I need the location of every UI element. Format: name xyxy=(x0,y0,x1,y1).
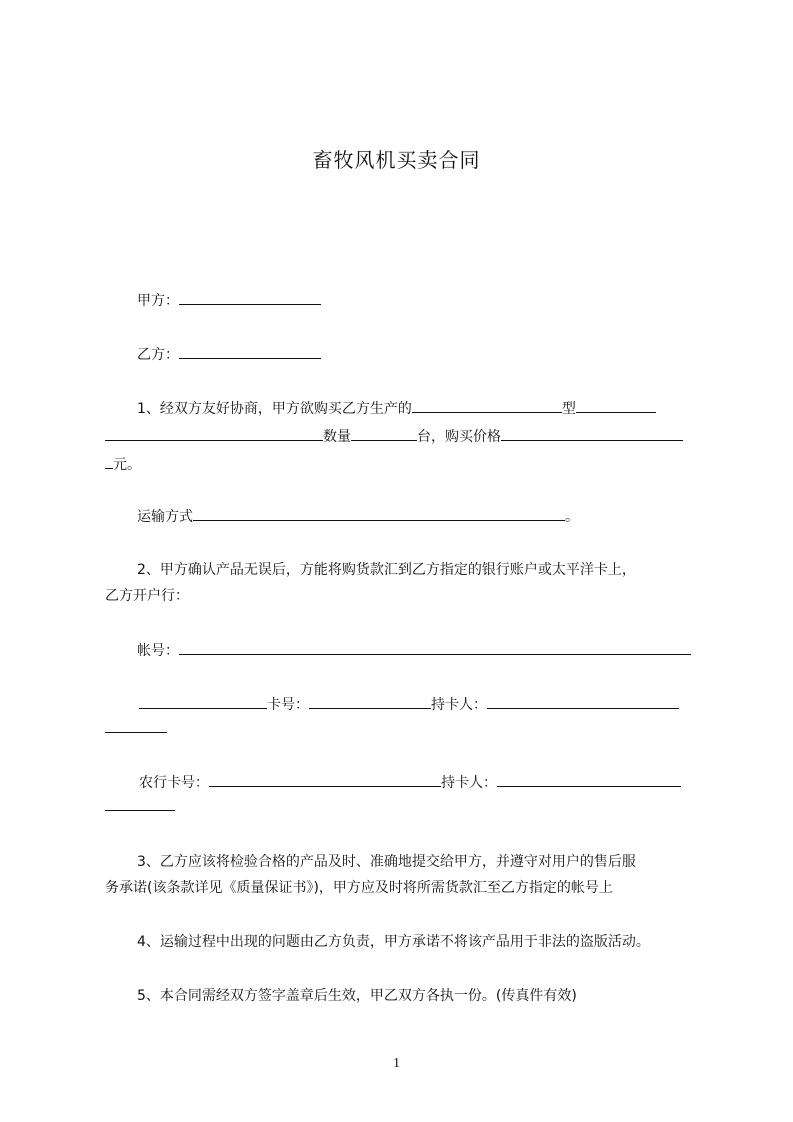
abc-card-label: 农行卡号： xyxy=(139,775,209,791)
price-blank[interactable] xyxy=(501,426,683,441)
party-b-line xyxy=(137,344,321,365)
card-holder-label: 持卡人： xyxy=(431,697,487,713)
clause1-line2 xyxy=(105,426,683,447)
card-holder-blank-cont[interactable] xyxy=(105,718,167,733)
clause2-line2: 乙方开户行： xyxy=(105,588,189,604)
party-a-label: 甲方： xyxy=(137,293,179,309)
quantity-blank[interactable] xyxy=(351,426,417,441)
party-a-blank[interactable] xyxy=(179,290,321,305)
currency-label: 元。 xyxy=(113,457,141,473)
card-line-cont xyxy=(105,718,167,739)
account-line xyxy=(137,640,691,661)
page-title: 畜牧风机买卖合同 xyxy=(312,148,481,172)
abc-holder-label: 持卡人： xyxy=(441,775,497,791)
transport-end: 。 xyxy=(565,509,579,525)
account-blank[interactable] xyxy=(179,640,691,655)
model-blank[interactable] xyxy=(576,398,656,413)
transport-line xyxy=(137,506,579,527)
party-a-line xyxy=(137,290,321,311)
clause1-intro: 1、经双方友好协商，甲方欲购买乙方生产的 xyxy=(137,401,412,417)
abc-card-line xyxy=(139,772,681,793)
card-blank[interactable] xyxy=(309,694,431,709)
clause5: 5、本合同需经双方签字盖章后生效，甲乙双方各执一份。(传真件有效) xyxy=(137,988,577,1004)
product-blank[interactable] xyxy=(412,398,562,413)
party-b-label: 乙方： xyxy=(137,347,179,363)
abc-holder-blank-cont[interactable] xyxy=(105,796,175,811)
abc-card-line-cont xyxy=(105,796,175,817)
page-number: 1 xyxy=(393,1056,400,1071)
abc-card-blank[interactable] xyxy=(209,772,441,787)
price-blank-cont[interactable] xyxy=(105,454,113,469)
model-blank-cont[interactable] xyxy=(105,426,323,441)
clause3-line1: 3、乙方应该将检验合格的产品及时、准确地提交给甲方，并遵守对用户的售后服 xyxy=(137,854,636,870)
clause3-line2: 务承诺(该条款详见《质量保证书》)，甲方应及时将所需货款汇至乙方指定的帐号上 xyxy=(105,880,613,896)
abc-holder-blank[interactable] xyxy=(497,772,681,787)
quantity-label: 数量 xyxy=(323,429,351,445)
account-label: 帐号： xyxy=(137,643,179,659)
card-holder-blank[interactable] xyxy=(487,694,679,709)
transport-blank[interactable] xyxy=(193,506,565,521)
party-b-blank[interactable] xyxy=(179,344,321,359)
clause1-line1 xyxy=(137,398,656,419)
card-label: 卡号： xyxy=(267,697,309,713)
card-line xyxy=(139,694,679,715)
model-label: 型 xyxy=(561,401,576,417)
bank-blank[interactable] xyxy=(139,694,267,709)
unit-label: 台，购买价格 xyxy=(417,429,501,445)
clause4: 4、运输过程中出现的问题由乙方负责，甲方承诺不将该产品用于非法的盗版活动。 xyxy=(137,934,650,950)
transport-label: 运输方式 xyxy=(137,509,193,525)
clause2-line1: 2、甲方确认产品无误后，方能将购货款汇到乙方指定的银行账户或太平洋卡上， xyxy=(137,562,636,578)
clause1-line3 xyxy=(105,454,141,475)
